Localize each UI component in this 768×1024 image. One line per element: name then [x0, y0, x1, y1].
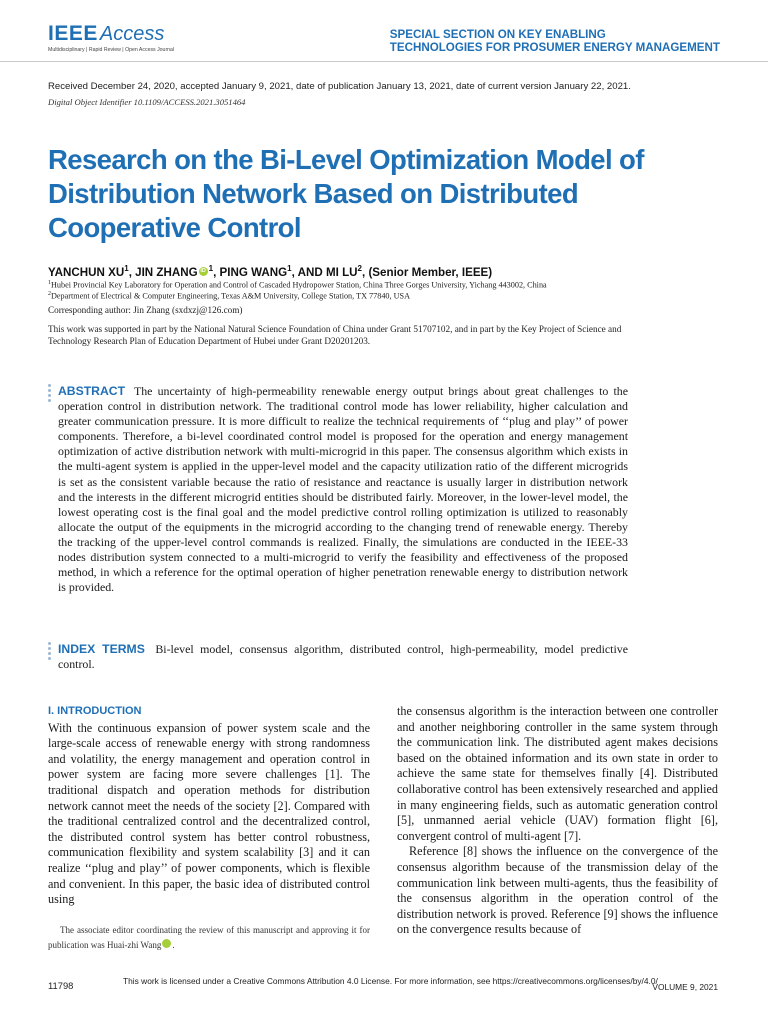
author-membership: , (Senior Member, IEEE)	[362, 265, 493, 279]
section-heading-introduction: I. INTRODUCTION	[48, 705, 142, 717]
abstract-text: The uncertainty of high-permeability renewable energy output brings about great challenges to the operation control in distribution network. The traditional control mode has lower reliability, higher calculation and greater communication pressure. It is more difficult to realize the technical requirements of ‘‘plug and play’’ of power components. Therefore, a bi-level coordinated control model is proposed for the operation and energy management optimization of active distribution network with multi-microgrid in this paper. The consensus algorithm which exists in the multi-agent system is applied in the upper-level model and the capacity utilization ratio of the different microgrids is set as the consistent variable because the ratio of resistance and reactance is usually larger in distribution network and the interests in the different microgrid entities should be distributed fairly. Moreover, in the lower-level model, the lowest operating cost is the final goal and the model predictive control rolling optimization is utilized to reasonably allocate the output of the equipments in the microgrid according to the changing trend of renewable energy. Thereby the tracking of the upper-level control commands is realized. Finally, the simulations are conducted in the IEEE-33 nodes distribution system connected to a multi-microgrid to verify the feasibility and effectiveness of the proposed method, in which a reference for the optimal operation of higher penetration renewable energy to distribution network is provided.	[58, 384, 628, 595]
footnote-end: .	[172, 940, 175, 950]
author-affiliation-mark: 2	[357, 264, 362, 273]
logo-tagline: Multidisciplinary | Rapid Review | Open Access Journal	[48, 47, 175, 53]
author-affiliation-mark: 1	[287, 264, 292, 273]
left-column	[48, 704, 370, 908]
affiliation-2	[48, 291, 410, 301]
editor-footnote	[48, 923, 370, 953]
doi-line[interactable]: Digital Object Identifier 10.1109/ACCESS.2021.3051464	[48, 97, 246, 107]
orcid-icon[interactable]: iD	[162, 939, 171, 948]
publication-dates: Received December 24, 2020, accepted January 9, 2021, date of publication January 13, 2021, date of current version January 22, 2021.	[48, 81, 631, 92]
affiliation-text: Hubei Provincial Key Laboratory for Operation and Control of Cascaded Hydropower Station, China Three Gorges University, Yichang 443002, China	[51, 280, 547, 290]
paper-title: Research on the Bi-Level Optimization Model of Distribution Network Based on Distributed Cooperative Control	[48, 144, 644, 243]
logo-ieee-text: IEEE	[48, 22, 98, 45]
corresponding-author: Corresponding author: Jin Zhang (sxdxzj@126.com)	[48, 305, 243, 315]
index-terms-marker-icon	[48, 642, 54, 662]
affiliation-text: Department of Electrical & Computer Engineering, Texas A&M University, College Station, TX 77840, USA	[51, 291, 411, 301]
orcid-icon[interactable]: iD	[200, 267, 206, 274]
intro-paragraph-3: Reference [8] shows the influence on the convergence of the consensus algorithm because of the transmission delay of the communication link between multi-agents, thus the feasibility of the consensus algorithm in the operation control of the distribution network is proved. Reference [9] shows the influence on the convergence results because of	[397, 844, 718, 937]
special-section-line-2: TECHNOLOGIES FOR PROSUMER ENERGY MANAGEMENT	[389, 41, 720, 54]
author-name: AND MI LU	[297, 265, 358, 279]
affiliation-1	[48, 280, 547, 290]
abstract-marker-icon	[48, 384, 54, 404]
author-affiliation-mark: 1	[208, 264, 214, 273]
volume-label: VOLUME 9, 2021	[652, 982, 718, 992]
header-divider	[0, 61, 768, 62]
license-notice[interactable]: This work is licensed under a Creative Commons Attribution 4.0 License. For more information, see https://creativecommons.org/licenses/by/4.0/	[123, 976, 658, 986]
page-number: 11798	[48, 980, 74, 991]
abstract-label: ABSTRACT	[58, 384, 126, 398]
index-terms-label: INDEX TERMS	[58, 642, 145, 656]
intro-paragraph-2: the consensus algorithm is the interaction between one controller and another neighboring controller in the same system through the communication link. The distributed agent makes decisions based on the obtained information and its own state in order to achieve the same state for themselves finally [4]. Distributed collaborative control has been extensively researched and applied in many engineering fields, such as automatic generation control [5], unmanned aerial vehicle (UAV) formation flight [6], convergent control of multi-agent [7].	[397, 704, 718, 843]
abstract-block	[58, 384, 628, 595]
index-terms-block	[58, 642, 628, 672]
affiliation-mark: 2	[48, 291, 51, 297]
intro-paragraph-1: With the continuous expansion of power system scale and the large-scale access of renewable energy with strong randomness and volatility, the energy management and operation control in power system are facing more severe challenges [1]. The traditional dispatch and operation methods for distribution network cannot meet the needs of the society [2]. Compared with the traditional centralized control and the decentralized control, the distributed control system has better control robustness, communication flexibility and system scalability [3] and it can realize ‘‘plug and play’’ of power components, which is flexible and convenient. In this paper, the basic idea of distributed control using	[48, 720, 370, 907]
author-name: JIN ZHANG	[135, 265, 198, 279]
author-affiliation-mark: 1	[124, 264, 129, 273]
index-terms-text: Bi-level model, consensus algorithm, distributed control, high-permeability, model predictive control.	[58, 642, 628, 672]
special-section-heading	[390, 28, 720, 54]
journal-logo	[48, 23, 188, 55]
author-name: PING WANG	[219, 265, 288, 279]
right-column	[397, 704, 718, 938]
logo-access-text: Access	[99, 23, 165, 45]
author-list: YANCHUN $XU^1$, JIN ZHANG iD $^1$, PING WANG$^1$, AND MI $LU^2$, (Senior Member, IEEE)	[48, 264, 493, 279]
footnote-text: The associate editor coordinating the review of this manuscript and approving it for publication was Huai-zhi Wang	[48, 925, 370, 950]
funding-statement: This work was supported in part by the National Natural Science Foundation of China under Grant 51707102, and in part by the Key Project of Science and Technology Research Plan of Education Department of Hubei under Grant D20201203.	[48, 324, 622, 346]
affiliation-mark: 1	[48, 280, 51, 286]
author-name: YANCHUN XU	[48, 265, 125, 279]
special-section-line-1: SPECIAL SECTION ON KEY ENABLING	[389, 28, 606, 41]
